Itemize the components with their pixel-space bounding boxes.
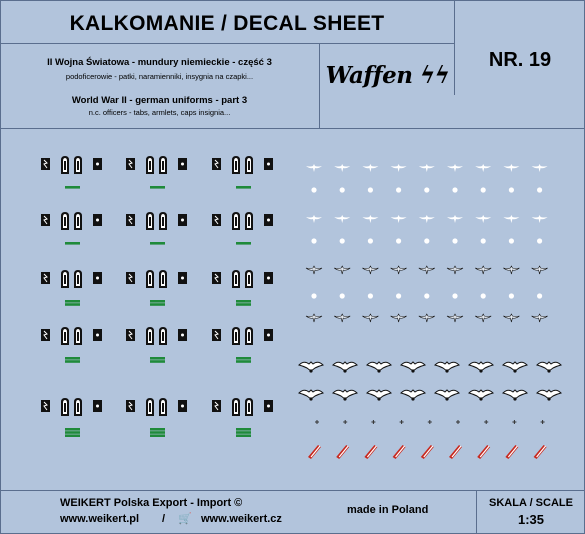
shoulder-strap: [61, 212, 69, 230]
cap-button: [340, 238, 345, 243]
shoulder-strap: [61, 156, 69, 174]
shoulder-strap: [232, 212, 240, 230]
shoulder-strap: [159, 398, 167, 416]
cap-eagle: [419, 266, 435, 274]
shoulder-strap: [245, 327, 253, 345]
sleeve-eagle: [333, 362, 357, 373]
insignia-group: [41, 398, 102, 437]
rank-chevron: [364, 445, 377, 459]
cap-button: [452, 238, 457, 243]
cap-button: [509, 187, 514, 192]
cap-button: [424, 293, 429, 298]
cap-eagle: [447, 164, 463, 172]
insignia-group: [41, 270, 102, 306]
company-name: WEIKERT Polska Export - Import ©: [60, 497, 243, 509]
insignia-group: [212, 156, 273, 189]
cap-eagle: [532, 215, 548, 223]
sleeve-eagle: [503, 362, 527, 373]
shoulder-strap: [245, 156, 253, 174]
shoulder-strap: [61, 270, 69, 288]
cap-button: [311, 293, 316, 298]
website-pl-link[interactable]: www.weikert.pl: [60, 513, 140, 525]
cap-eagle: [334, 164, 350, 172]
cap-button: [452, 187, 457, 192]
sleeve-eagle: [401, 362, 425, 373]
cap-button: [311, 238, 316, 243]
cap-eagle: [306, 314, 322, 322]
shoulder-strap: [74, 270, 82, 288]
collar-tab-rank: [93, 400, 102, 412]
rank-bars: [236, 357, 251, 363]
shoulder-strap: [159, 270, 167, 288]
sheet-title: KALKOMANIE / DECAL SHEET: [69, 12, 385, 35]
shoulder-strap: [232, 156, 240, 174]
cap-button: [368, 238, 373, 243]
collar-tab-rank: [178, 329, 187, 341]
cross-mark: [343, 420, 347, 424]
cap-eagle: [391, 314, 407, 322]
cap-eagle: [362, 164, 378, 172]
collar-tab-rank: [93, 158, 102, 170]
sleeve-eagle: [299, 390, 323, 401]
cap-eagle: [475, 164, 491, 172]
shoulder-strap: [245, 398, 253, 416]
rank-bars: [65, 186, 80, 189]
insignia-group: [41, 212, 102, 245]
collar-tab-rank: [264, 400, 273, 412]
insignia-group: [212, 327, 273, 363]
rank-bars: [150, 242, 165, 245]
collar-tab-runes: [41, 329, 50, 341]
shoulder-strap: [232, 398, 240, 416]
collar-tab-rank: [93, 272, 102, 284]
rank-chevron: [308, 445, 321, 459]
cap-eagle: [503, 215, 519, 223]
cap-button: [396, 238, 401, 243]
cap-eagle: [532, 314, 548, 322]
shoulder-strap: [159, 212, 167, 230]
collar-tab-rank: [264, 214, 273, 226]
cap-button: [396, 187, 401, 192]
rank-chevron: [449, 445, 462, 459]
sleeve-eagle: [435, 390, 459, 401]
rank-chevron: [477, 445, 490, 459]
cap-button: [368, 187, 373, 192]
cross-mark: [400, 420, 404, 424]
cap-eagle: [532, 164, 548, 172]
shoulder-strap: [159, 156, 167, 174]
collar-tab-runes: [212, 329, 221, 341]
shoulder-strap: [146, 327, 154, 345]
shoulder-strap: [74, 398, 82, 416]
cap-eagle: [447, 314, 463, 322]
cross-mark: [456, 420, 460, 424]
english-title: World War II - german uniforms - part 3: [71, 95, 248, 106]
cross-mark: [315, 420, 319, 424]
insignia-group: [41, 156, 102, 189]
rank-bars: [150, 300, 165, 306]
insignia-group: [212, 398, 273, 437]
cross-mark: [428, 420, 432, 424]
collar-tab-runes: [126, 400, 135, 412]
cap-button: [481, 187, 486, 192]
cap-eagle: [419, 215, 435, 223]
sleeve-eagle: [435, 362, 459, 373]
insignia-group: [126, 327, 187, 363]
cap-eagle: [391, 266, 407, 274]
insignia-group: [126, 156, 187, 189]
rank-bars: [150, 428, 165, 437]
collar-tab-rank: [93, 214, 102, 226]
cap-eagle: [475, 215, 491, 223]
shoulder-strap: [232, 270, 240, 288]
scale-value: 1:35: [517, 512, 545, 527]
cap-button: [424, 238, 429, 243]
cross-mark: [484, 420, 488, 424]
sleeve-eagle: [367, 362, 391, 373]
cap-eagle: [503, 314, 519, 322]
cap-eagle: [503, 266, 519, 274]
shoulder-strap: [61, 398, 69, 416]
sleeve-eagle: [401, 390, 425, 401]
cap-eagle: [306, 266, 322, 274]
shoulder-strap: [245, 270, 253, 288]
cap-eagle: [475, 314, 491, 322]
collar-tab-runes: [41, 272, 50, 284]
cap-eagle: [419, 314, 435, 322]
cap-eagle: [419, 164, 435, 172]
website-cz-link[interactable]: www.weikert.cz: [201, 513, 282, 525]
cap-button: [340, 293, 345, 298]
cap-eagle: [503, 164, 519, 172]
made-in-label: made in Poland: [347, 504, 429, 516]
cap-button: [452, 293, 457, 298]
website-separator: /: [162, 513, 166, 525]
cap-button: [537, 293, 542, 298]
cap-button: [509, 238, 514, 243]
cap-eagle: [475, 266, 491, 274]
cap-button: [311, 187, 316, 192]
collar-tab-rank: [178, 272, 187, 284]
sheet-number: NR. 19: [488, 49, 552, 71]
insignia-group: [212, 212, 273, 245]
rank-bars: [65, 242, 80, 245]
sleeve-eagle: [469, 390, 493, 401]
scale-label: SKALA / SCALE: [489, 497, 573, 509]
shoulder-strap: [146, 398, 154, 416]
cap-button: [481, 238, 486, 243]
cap-eagle: [306, 164, 322, 172]
sleeve-eagle: [299, 362, 323, 373]
shoulder-strap: [74, 212, 82, 230]
cap-eagle: [362, 314, 378, 322]
cap-eagle: [334, 215, 350, 223]
collar-tab-rank: [178, 400, 187, 412]
shoulder-strap: [159, 327, 167, 345]
collar-tab-rank: [264, 158, 273, 170]
rank-bars: [236, 300, 251, 306]
shoulder-strap: [74, 327, 82, 345]
rank-bars: [150, 186, 165, 189]
cross-mark: [512, 420, 516, 424]
sleeve-eagle: [333, 390, 357, 401]
collar-tab-runes: [212, 158, 221, 170]
cap-button: [396, 293, 401, 298]
collar-tab-runes: [41, 214, 50, 226]
rank-bars: [236, 242, 251, 245]
collar-tab-rank: [264, 329, 273, 341]
sleeve-eagle: [537, 390, 561, 401]
collar-tab-runes: [41, 400, 50, 412]
collar-tab-runes: [126, 272, 135, 284]
cross-mark: [541, 420, 545, 424]
collar-tab-runes: [212, 400, 221, 412]
insignia-group: [126, 270, 187, 306]
shoulder-strap: [61, 327, 69, 345]
collar-tab-runes: [41, 158, 50, 170]
collar-tab-runes: [126, 214, 135, 226]
cap-eagle: [447, 266, 463, 274]
rank-chevron: [421, 445, 434, 459]
collar-tab-runes: [126, 329, 135, 341]
shoulder-strap: [74, 156, 82, 174]
cap-eagle: [447, 215, 463, 223]
shoulder-strap: [146, 212, 154, 230]
cap-eagle: [391, 215, 407, 223]
collar-tab-rank: [178, 158, 187, 170]
cap-eagle: [532, 266, 548, 274]
shoulder-strap: [146, 156, 154, 174]
cap-button: [509, 293, 514, 298]
cap-button: [537, 187, 542, 192]
cross-mark: [371, 420, 375, 424]
collar-tab-runes: [212, 272, 221, 284]
sleeve-eagle: [537, 362, 561, 373]
cap-eagle: [362, 266, 378, 274]
cap-button: [340, 187, 345, 192]
cap-eagle: [334, 266, 350, 274]
rank-bars: [150, 357, 165, 363]
rank-bars: [65, 300, 80, 306]
collar-tab-rank: [178, 214, 187, 226]
shoulder-strap: [232, 327, 240, 345]
rank-bars: [236, 186, 251, 189]
cap-eagle: [306, 215, 322, 223]
insignia-group: [126, 398, 187, 437]
polish-subtitle: podoficerowie - patki, naramienniki, insygnia na czapki...: [65, 72, 254, 81]
rank-bars: [65, 428, 80, 437]
rank-chevron: [393, 445, 406, 459]
sleeve-eagle: [503, 390, 527, 401]
sleeve-eagle: [469, 362, 493, 373]
cap-button: [424, 187, 429, 192]
collar-tab-rank: [93, 329, 102, 341]
rank-chevron: [336, 445, 349, 459]
collar-tab-runes: [212, 214, 221, 226]
rank-chevron: [505, 445, 518, 459]
insignia-group: [212, 270, 273, 306]
rank-bars: [236, 428, 251, 437]
rank-chevron: [534, 445, 547, 459]
cap-eagle: [334, 314, 350, 322]
shoulder-strap: [245, 212, 253, 230]
rank-bars: [65, 357, 80, 363]
cap-eagle: [391, 164, 407, 172]
polish-title: II Wojna Światowa - mundury niemieckie - część 3: [47, 57, 272, 68]
cap-eagle: [362, 215, 378, 223]
cap-button: [368, 293, 373, 298]
english-subtitle: n.c. officers - tabs, armlets, caps insignia...: [88, 108, 231, 117]
cart-icon: 🛒: [178, 513, 192, 525]
cap-button: [537, 238, 542, 243]
insignia-group: [126, 212, 187, 245]
sleeve-eagle: [367, 390, 391, 401]
waffen-ss-logo: Waffen ϟϟ: [325, 62, 450, 89]
insignia-group: [41, 327, 102, 363]
collar-tab-runes: [126, 158, 135, 170]
shoulder-strap: [146, 270, 154, 288]
cap-button: [481, 293, 486, 298]
collar-tab-rank: [264, 272, 273, 284]
